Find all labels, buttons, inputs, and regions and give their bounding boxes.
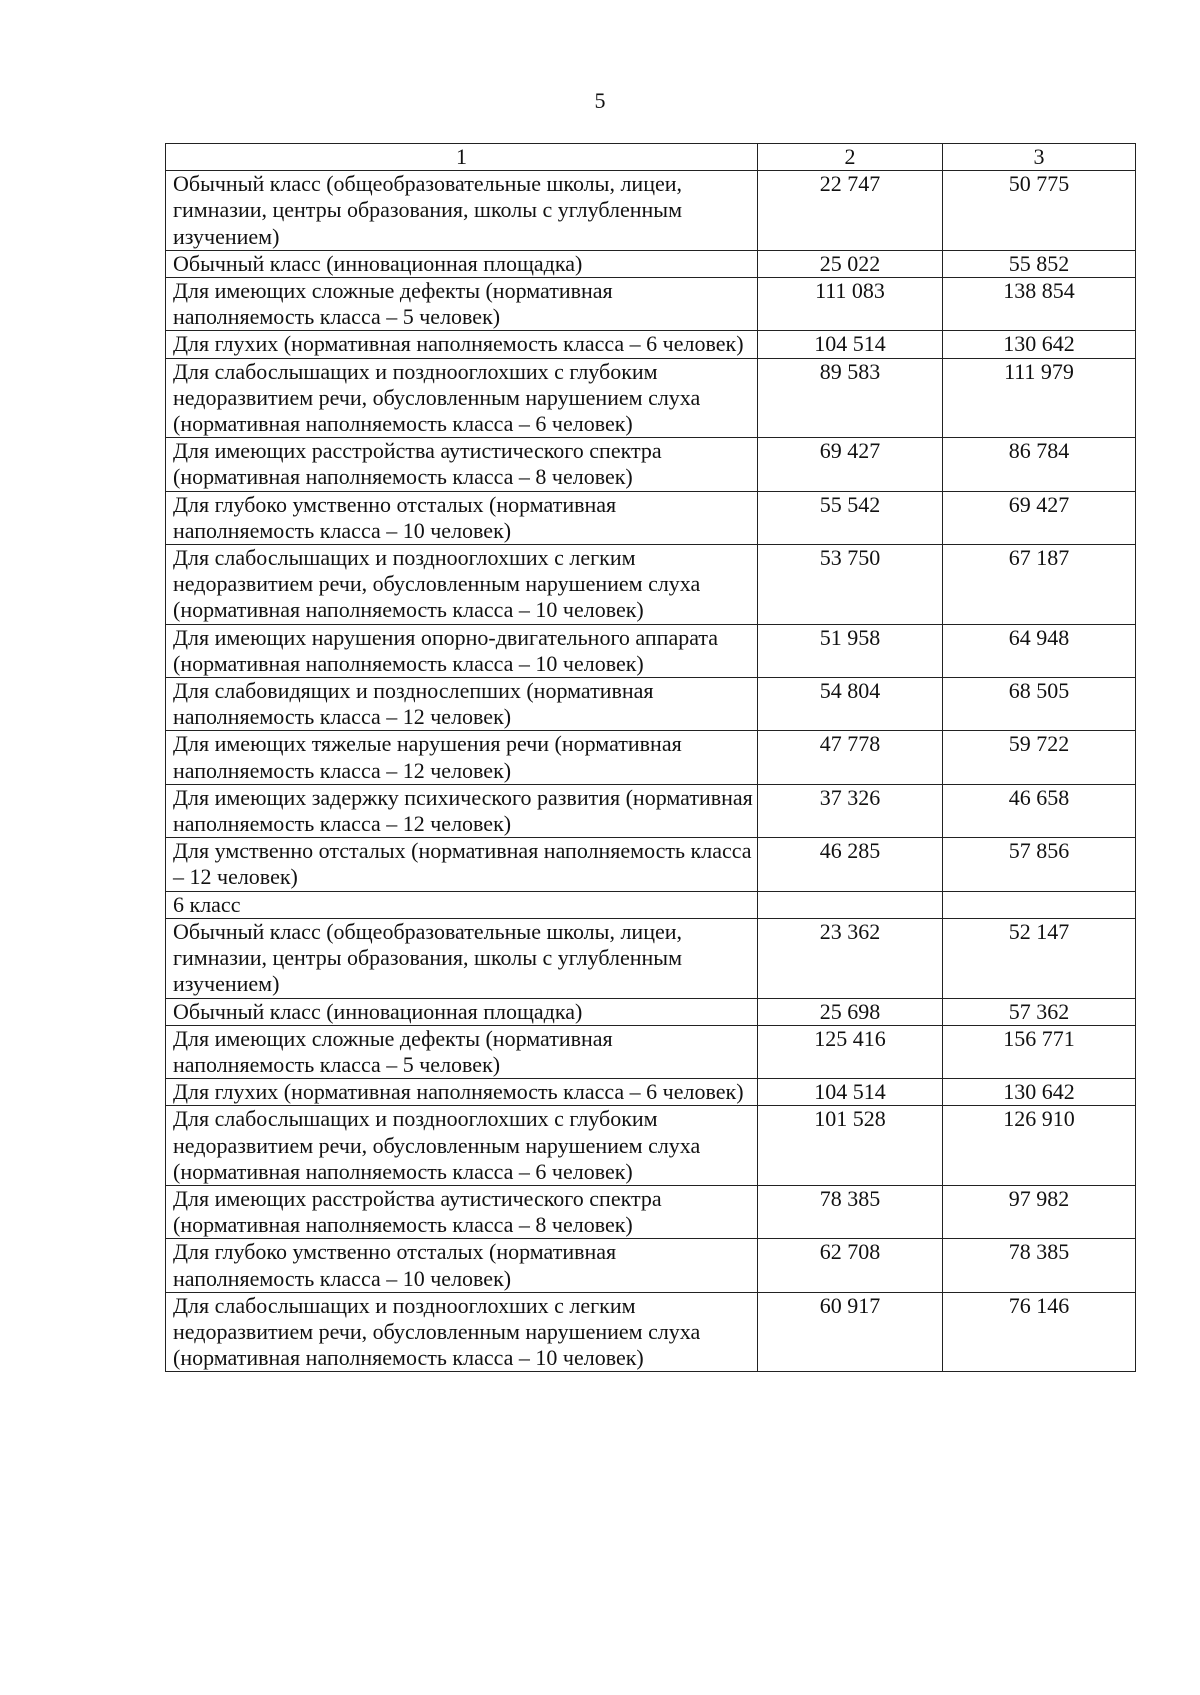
- row-value-col2: 25 698: [758, 998, 943, 1025]
- row-value-col3: 126 910: [943, 1106, 1136, 1186]
- table-row: [166, 1292, 1136, 1372]
- row-value-col2: 37 326: [758, 784, 943, 837]
- row-value-col3: 55 852: [943, 250, 1136, 277]
- table-row: [166, 1185, 1136, 1238]
- row-label: Для имеющих расстройства аутистического спектра (нормативная наполняемость класса – 8 человек): [166, 1185, 758, 1238]
- row-value-col2: 53 750: [758, 545, 943, 625]
- row-value-col3: 130 642: [943, 331, 1136, 358]
- table-row: [166, 678, 1136, 731]
- row-value-col3: 68 505: [943, 678, 1136, 731]
- table-row: [166, 1106, 1136, 1186]
- row-value-col3: 67 187: [943, 545, 1136, 625]
- row-label: Для слабослышащих и позднооглохших с глубоким недоразвитием речи, обусловленным нарушением слуха (нормативная наполняемость класса – 6 человек): [166, 1106, 758, 1186]
- row-label: Для имеющих сложные дефекты (нормативная наполняемость класса – 5 человек): [166, 278, 758, 331]
- row-value-col2: 62 708: [758, 1239, 943, 1292]
- row-value-col2: 111 083: [758, 278, 943, 331]
- row-value-col3: 52 147: [943, 918, 1136, 998]
- row-value-col3: 46 658: [943, 784, 1136, 837]
- row-label: Для слабослышащих и позднооглохших с легким недоразвитием речи, обусловленным нарушением слуха (нормативная наполняемость класса – 10 человек): [166, 545, 758, 625]
- row-value-col3: [943, 891, 1136, 918]
- table-header-row: [166, 144, 1136, 171]
- row-label: Для имеющих нарушения опорно-двигательного аппарата (нормативная наполняемость класса – 10 человек): [166, 624, 758, 677]
- row-label: Для глубоко умственно отсталых (нормативная наполняемость класса – 10 человек): [166, 491, 758, 544]
- table-row: [166, 784, 1136, 837]
- row-value-col3: 156 771: [943, 1025, 1136, 1078]
- table-row: [166, 731, 1136, 784]
- row-value-col3: 97 982: [943, 1185, 1136, 1238]
- column-header-3: 3: [943, 144, 1136, 171]
- table-row: [166, 331, 1136, 358]
- row-value-col3: 138 854: [943, 278, 1136, 331]
- table-row: [166, 998, 1136, 1025]
- row-label: Для имеющих расстройства аутистического спектра (нормативная наполняемость класса – 8 человек): [166, 438, 758, 491]
- table-row: [166, 545, 1136, 625]
- column-header-2: 2: [758, 144, 943, 171]
- row-label: Обычный класс (общеобразовательные школы, лицеи, гимназии, центры образования, школы с углубленным изучением): [166, 918, 758, 998]
- row-label: Для имеющих сложные дефекты (нормативная наполняемость класса – 5 человек): [166, 1025, 758, 1078]
- row-value-col2: 54 804: [758, 678, 943, 731]
- row-value-col2: 46 285: [758, 838, 943, 891]
- row-label: Для слабослышащих и позднооглохших с легким недоразвитием речи, обусловленным нарушением слуха (нормативная наполняемость класса – 10 человек): [166, 1292, 758, 1372]
- row-value-col3: 111 979: [943, 358, 1136, 438]
- row-value-col2: 125 416: [758, 1025, 943, 1078]
- row-value-col3: 64 948: [943, 624, 1136, 677]
- row-label: Обычный класс (общеобразовательные школы, лицеи, гимназии, центры образования, школы с углубленным изучением): [166, 171, 758, 251]
- row-value-col2: 101 528: [758, 1106, 943, 1186]
- table-row: [166, 624, 1136, 677]
- row-value-col2: 104 514: [758, 1079, 943, 1106]
- row-label: Обычный класс (инновационная площадка): [166, 250, 758, 277]
- cost-table: [165, 143, 1136, 1372]
- table-row: [166, 838, 1136, 891]
- row-value-col2: 23 362: [758, 918, 943, 998]
- row-value-col3: 57 362: [943, 998, 1136, 1025]
- row-label: Для имеющих задержку психического развития (нормативная наполняемость класса – 12 человек): [166, 784, 758, 837]
- row-value-col3: 59 722: [943, 731, 1136, 784]
- table-row: [166, 171, 1136, 251]
- row-label: Для глубоко умственно отсталых (нормативная наполняемость класса – 10 человек): [166, 1239, 758, 1292]
- row-label: Для слабослышащих и позднооглохших с глубоким недоразвитием речи, обусловленным нарушением слуха (нормативная наполняемость класса – 6 человек): [166, 358, 758, 438]
- table-row: [166, 491, 1136, 544]
- row-value-col2: 60 917: [758, 1292, 943, 1372]
- table-row: [166, 358, 1136, 438]
- row-value-col3: 69 427: [943, 491, 1136, 544]
- row-value-col2: 78 385: [758, 1185, 943, 1238]
- row-value-col3: 57 856: [943, 838, 1136, 891]
- row-value-col3: 130 642: [943, 1079, 1136, 1106]
- row-label: Для умственно отсталых (нормативная наполняемость класса – 12 человек): [166, 838, 758, 891]
- row-label: 6 класс: [166, 891, 758, 918]
- row-value-col2: 51 958: [758, 624, 943, 677]
- row-label: Для глухих (нормативная наполняемость класса – 6 человек): [166, 331, 758, 358]
- row-value-col3: 50 775: [943, 171, 1136, 251]
- row-label: Для имеющих тяжелые нарушения речи (нормативная наполняемость класса – 12 человек): [166, 731, 758, 784]
- row-label: Обычный класс (инновационная площадка): [166, 998, 758, 1025]
- column-header-1: 1: [166, 144, 758, 171]
- table-row: [166, 918, 1136, 998]
- row-value-col3: 86 784: [943, 438, 1136, 491]
- row-value-col2: [758, 891, 943, 918]
- row-value-col2: 25 022: [758, 250, 943, 277]
- table-row: [166, 438, 1136, 491]
- table-row: [166, 1239, 1136, 1292]
- row-label: Для глухих (нормативная наполняемость класса – 6 человек): [166, 1079, 758, 1106]
- row-value-col2: 89 583: [758, 358, 943, 438]
- table-row: [166, 1079, 1136, 1106]
- row-value-col3: 78 385: [943, 1239, 1136, 1292]
- row-value-col2: 47 778: [758, 731, 943, 784]
- table-row: [166, 250, 1136, 277]
- row-value-col2: 69 427: [758, 438, 943, 491]
- row-value-col3: 76 146: [943, 1292, 1136, 1372]
- table-row: [166, 278, 1136, 331]
- row-value-col2: 55 542: [758, 491, 943, 544]
- row-value-col2: 104 514: [758, 331, 943, 358]
- table-row: [166, 891, 1136, 918]
- row-value-col2: 22 747: [758, 171, 943, 251]
- page-number: 5: [594, 88, 606, 113]
- row-label: Для слабовидящих и позднослепших (нормативная наполняемость класса – 12 человек): [166, 678, 758, 731]
- table-row: [166, 1025, 1136, 1078]
- table-body: [166, 171, 1136, 1372]
